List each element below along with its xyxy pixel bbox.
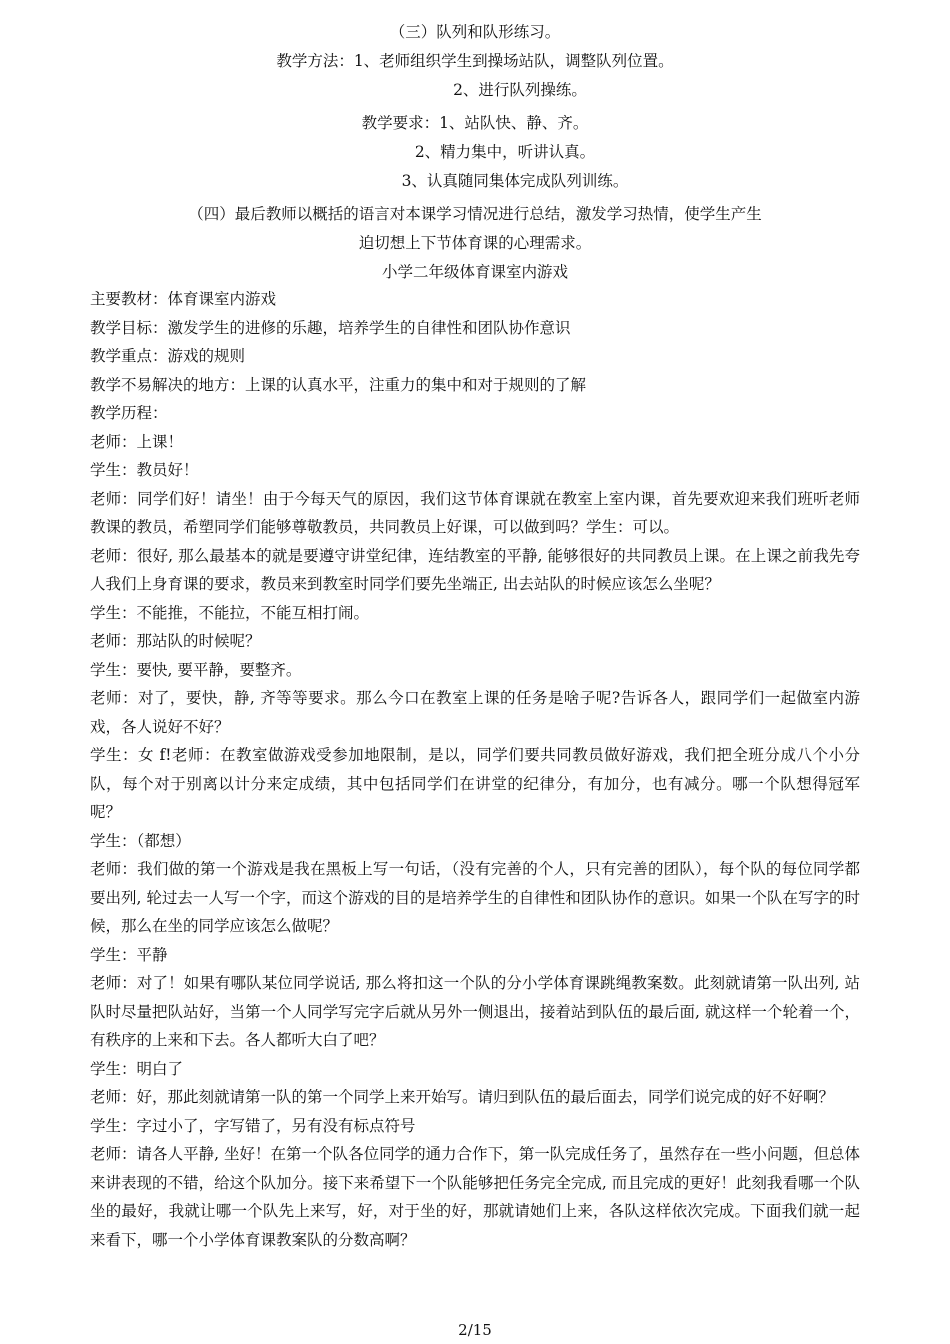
dialogue-line: 学生：字过小了，字写错了，另有没有标点符号 <box>90 1116 416 1135</box>
dialogue-line: 学生：（都想） <box>90 831 191 850</box>
teaching-goal: 教学目标：激发学生的进修的乐趣，培养学生的自律性和团队协作意识 <box>90 318 571 337</box>
dialogue-line: 老师：上课！ <box>90 432 184 451</box>
teaching-process-label: 教学历程： <box>90 404 168 422</box>
dialogue-line: 老师：那站队的时候呢？ <box>90 632 261 650</box>
dialogue-line: 学生：明白了 <box>90 1059 184 1078</box>
dialogue-line: 学生：女 f!老师：在教室做游戏受参加地限制，是以，同学们要共同教员做好游戏，我们把全班分成八个小分队，每个对于别离以计分来定成绩，其中包括同学们在讲堂的纪律分，有加分，也有减分。哪一个队想得冠军呢？ <box>90 746 860 821</box>
section-three-heading: （三）队列和队形练习。 <box>389 23 561 41</box>
dialogue-line: 老师：同学们好！请坐！由于今每天气的原因，我们这节体育课就在教室上室内课，首先要欢迎来我们班听老师教课的教员，希塑同学们能够尊敬教员，共同教员上好课，可以做到吗？学生：可以。 <box>90 489 860 536</box>
section-four-line-2: 迫切想上下节体育课的心理需求。 <box>358 234 592 252</box>
dialogue-line: 学生：教员好！ <box>90 461 199 479</box>
section-header <box>0 18 950 287</box>
teaching-method-line-1: 教学方法：1、老师组织学生到操场站队，调整队列位置。 <box>276 52 674 70</box>
section-four-line-1: （四）最后教师以概括的语言对本课学习情况进行总结，激发学习热情，使学生产生 <box>188 205 762 223</box>
lesson-body <box>90 285 860 1254</box>
main-material: 主要教材：体育课室内游戏 <box>90 290 277 308</box>
teaching-requirement-line-3: 3、认真随同集体完成队列训练。 <box>401 172 629 190</box>
page-number: 2/15 <box>458 1321 492 1339</box>
teaching-difficulty: 教学不易解决的地方：上课的认真水平，注重力的集中和对于规则的了解 <box>90 375 587 394</box>
dialogue-line: 老师：很好, 那么最基本的就是要遵守讲堂纪律，连结教室的平静, 能够很好的共同教员上课。在上课之前我先夸人我们上身育课的要求，教员来到教室时同学们要先坐端正, 出去站队的时候应该怎么坐呢？ <box>90 546 860 593</box>
dialogue-line: 老师：对了！如果有哪队某位同学说话, 那么将扣这一个队的分小学体育课跳绳教案数。此刻就请第一队出列, 站队时尽量把队站好，当第一个人同学写完字后就从另外一侧退出，接着站到队伍的最后面, 就这样一个轮着一个，有秩序的上来和下去。各人都听大白了吧？ <box>90 974 860 1049</box>
teaching-requirement-line-1: 教学要求：1、站队快、静、齐。 <box>361 114 589 132</box>
dialogue-line: 学生：平静 <box>90 945 168 964</box>
teaching-focus: 教学重点：游戏的规则 <box>90 347 246 365</box>
teaching-method-line-2: 2、进行队列操练。 <box>453 81 587 99</box>
dialogue-line: 学生：不能推，不能拉，不能互相打闹。 <box>90 603 370 622</box>
teaching-requirement-line-2: 2、精力集中，听讲认真。 <box>414 143 596 161</box>
dialogue-line: 老师：对了，要快，静, 齐等等要求。那么今口在教室上课的任务是啥子呢?告诉各人，跟同学们一起做室内游戏，各人说好不好？ <box>90 689 860 736</box>
dialogue-line: 老师：我们做的第一个游戏是我在黑板上写一句话，（没有完善的个人，只有完善的团队），每个队的每位同学都要出列, 轮过去一人写一个字，而这个游戏的目的是培养学生的自律性和团队协作的意识。如果一个队在写字的时候，那么在坐的同学应该怎么做呢？ <box>90 860 860 935</box>
dialogue-line: 学生：要快, 要平静，要整齐。 <box>90 660 302 679</box>
lesson-title: 小学二年级体育课室内游戏 <box>381 263 568 281</box>
dialogue-line: 老师：好，那此刻就请第一队的第一个同学上来开始写。请归到队伍的最后面去，同学们说完成的好不好啊？ <box>90 1088 835 1106</box>
dialogue-line: 老师：请各人平静, 坐好！在第一个队各位同学的通力合作下，第一队完成任务了，虽然存在一些小问题，但总体来讲表现的不错，给这个队加分。接下来希望下一个队能够把任务完全完成, 而且完成的更好！此刻我看哪一个队坐的最好，我就让哪一个队先上来写，好，对于坐的好，那就请她们上来，各队这样依次完成。下面我们就一起来看下，哪一个小学体育课教案队的分数高啊？ <box>90 1145 860 1249</box>
